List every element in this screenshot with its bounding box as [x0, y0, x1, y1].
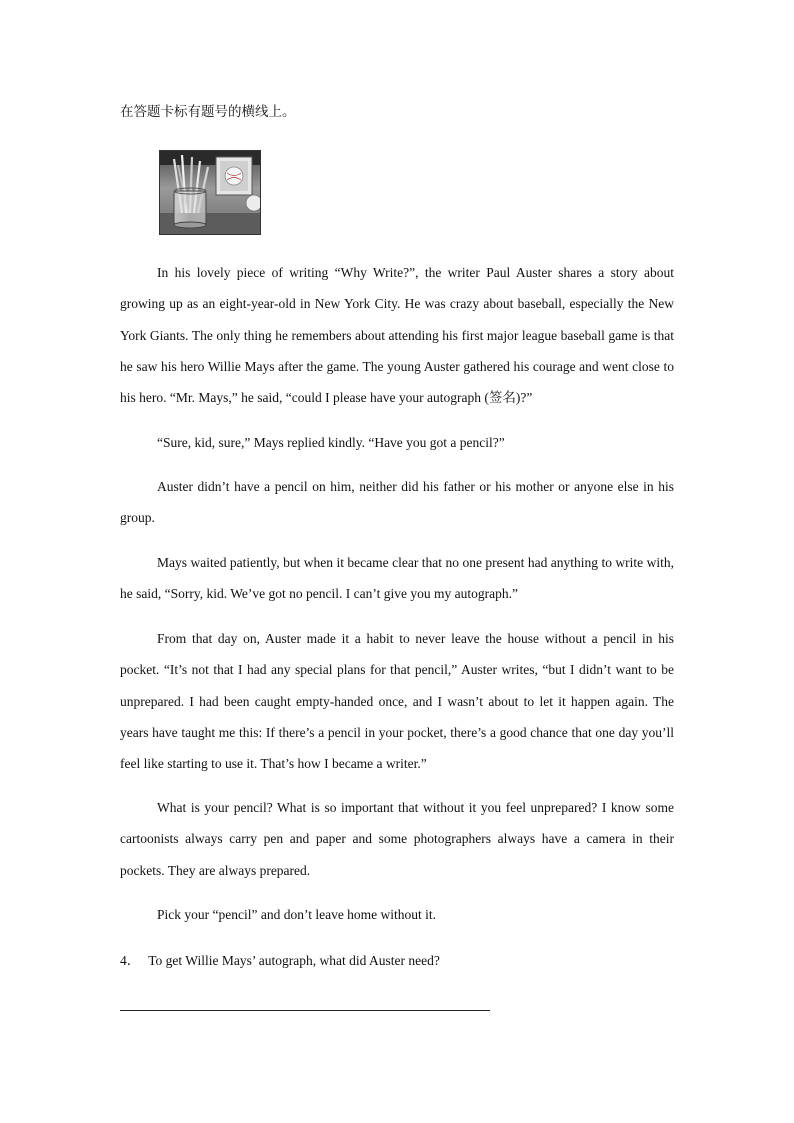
- story-paragraph: What is your pencil? What is so important that without it you feel unprepared? I know some cartoonists always carry pen and paper and some photographers always have a camera in their pockets. They are always prepared.: [120, 800, 674, 878]
- story-paragraph: “Sure, kid, sure,” Mays replied kindly. “Have you got a pencil?”: [157, 435, 505, 450]
- story-paragraph: From that day on, Auster made it a habit to never leave the house without a pencil in his pocket. “It’s not that I had any special plans for that pencil,” Auster writes, “but I didn’t want to be unprepared. I had been caught empty-handed once, and I wasn’t about to let it happen again. The years have taught me this: If there’s a pencil in your pocket, there’s a good chance that one day you’ll feel like starting to use it. That’s how I became a writer.”: [120, 631, 674, 772]
- story-paragraph: In his lovely piece of writing “Why Write?”, the writer Paul Auster shares a story about growing up as an eight-year-old in New York City. He was crazy about baseball, especially the New York Giants. The only thing he remembers about attending his first major league baseball game is that he saw his hero Willie Mays after the game. The young Auster gathered his courage and went close to his hero. “Mr. Mays,” he said, “could I please have your autograph (签名)?”: [120, 265, 674, 406]
- question-4: [120, 952, 440, 970]
- story-paragraph: Pick your “pencil” and don’t leave home without it.: [157, 907, 437, 922]
- instruction-text: 在答题卡标有题号的横线上。: [120, 104, 296, 120]
- story-paragraph: Auster didn’t have a pencil on him, neither did his father or his mother or anyone else in his group.: [120, 479, 674, 526]
- pencil-cup-photo-icon: [159, 150, 261, 235]
- story-paragraph: Mays waited patiently, but when it became clear that no one present had anything to write with, he said, “Sorry, kid. We’ve got no pencil. I can’t give you my autograph.”: [120, 555, 674, 602]
- answer-line[interactable]: [120, 1010, 490, 1011]
- question-text: To get Willie Mays’ autograph, what did Auster need?: [148, 953, 440, 968]
- question-number: 4．: [120, 953, 141, 968]
